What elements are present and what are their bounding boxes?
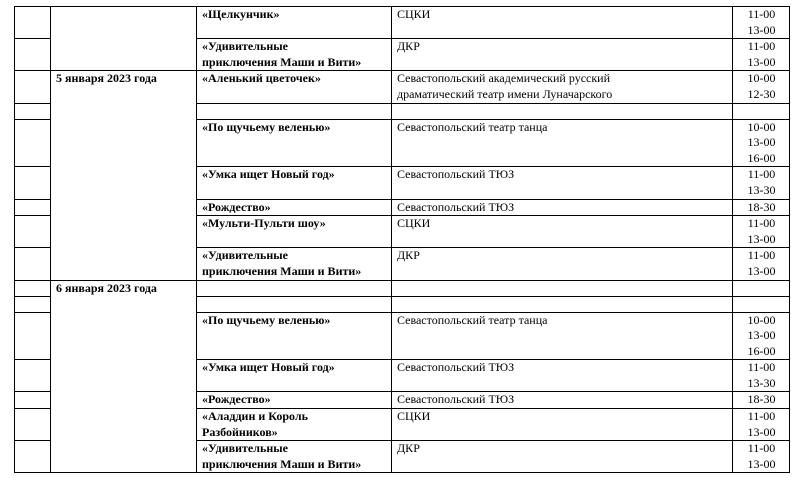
showtime: 13-00	[747, 22, 776, 37]
performance-title-cell	[197, 39, 392, 71]
showtime: 18-30	[747, 392, 776, 407]
venue-cell	[392, 296, 733, 312]
showtime: 11-00	[747, 409, 776, 424]
showtime-cell	[733, 119, 790, 167]
showtime-cell	[733, 360, 790, 392]
performance-title-cell	[197, 296, 392, 312]
showtime: 11-00	[747, 441, 776, 456]
showtime: 11-00	[747, 216, 776, 231]
venue-line: Севастопольский театр танца	[397, 312, 548, 327]
venue-line: Севастопольский ТЮЗ	[397, 360, 515, 375]
venue-cell	[392, 409, 733, 441]
venue-cell	[392, 103, 733, 119]
showtime: 13-30	[747, 182, 776, 197]
showtime: 13-00	[747, 231, 776, 246]
table-row	[15, 7, 790, 39]
number-cell	[15, 216, 51, 248]
venue-cell	[392, 7, 733, 39]
schedule-table	[14, 6, 790, 473]
venue-cell	[392, 392, 733, 409]
number-cell	[15, 119, 51, 167]
showtime-cell	[733, 39, 790, 71]
showtime-cell	[733, 280, 790, 296]
performance-title-line: приключения Маши и Вити»	[202, 456, 362, 471]
performance-title-line: «Умка ищет Новый год»	[202, 360, 335, 375]
showtime: 10-00	[747, 119, 776, 134]
performance-title-cell	[197, 312, 392, 360]
performance-title-line: «Рождество»	[202, 392, 271, 407]
showtime-cell	[733, 392, 790, 409]
date-label: 5 января 2023 года	[56, 71, 157, 86]
venue-cell	[392, 119, 733, 167]
venue-cell	[392, 248, 733, 280]
showtime: 10-00	[747, 71, 776, 86]
number-cell	[15, 167, 51, 199]
showtime: 12-30	[747, 86, 776, 101]
performance-title-cell	[197, 216, 392, 248]
showtime: 11-00	[747, 248, 776, 263]
showtime: 16-00	[747, 343, 776, 358]
showtime: 11-00	[747, 39, 776, 54]
number-cell	[15, 296, 51, 312]
number-cell	[15, 360, 51, 392]
performance-title-cell	[197, 7, 392, 39]
performance-title-line: «Рождество»	[202, 199, 271, 214]
venue-cell	[392, 280, 733, 296]
performance-title-cell	[197, 441, 392, 473]
showtime-cell	[733, 312, 790, 360]
performance-title-line: «Удивительные	[202, 39, 288, 54]
number-cell	[15, 71, 51, 103]
showtime-cell	[733, 216, 790, 248]
showtime-cell	[733, 296, 790, 312]
performance-title-line: «Аленький цветочек»	[202, 71, 321, 86]
number-cell	[15, 409, 51, 441]
venue-cell	[392, 216, 733, 248]
venue-cell	[392, 167, 733, 199]
performance-title-cell	[197, 360, 392, 392]
showtime: 13-00	[747, 263, 776, 278]
showtime-cell	[733, 71, 790, 103]
performance-title-line: «Мульти-Пульти шоу»	[202, 216, 326, 231]
venue-line: ДКР	[397, 248, 420, 263]
showtime-cell	[733, 199, 790, 216]
number-cell	[15, 199, 51, 216]
venue-cell	[392, 360, 733, 392]
performance-title-cell	[197, 280, 392, 296]
showtime: 13-00	[747, 54, 776, 69]
performance-title-line: «По щучьему веленью»	[202, 312, 331, 327]
number-cell	[15, 392, 51, 409]
venue-cell	[392, 199, 733, 216]
venue-cell	[392, 441, 733, 473]
performance-title-cell	[197, 199, 392, 216]
venue-line: Севастопольский ТЮЗ	[397, 167, 515, 182]
venue-line: ДКР	[397, 39, 420, 54]
performance-title-line: «Щелкунчик»	[202, 7, 280, 21]
performance-title-line: «Умка ищет Новый год»	[202, 167, 335, 182]
number-cell	[15, 312, 51, 360]
date-cell	[51, 71, 197, 280]
showtime-cell	[733, 7, 790, 39]
showtime: 13-30	[747, 375, 776, 390]
performance-title-line: приключения Маши и Вити»	[202, 54, 362, 69]
showtime: 11-00	[747, 167, 776, 182]
number-cell	[15, 39, 51, 71]
showtime: 13-00	[747, 424, 776, 439]
performance-title-line: Разбойников»	[202, 424, 278, 439]
table-row	[15, 280, 790, 296]
showtime: 18-30	[747, 199, 776, 214]
venue-line: Севастопольский ТЮЗ	[397, 392, 515, 407]
showtime-cell	[733, 409, 790, 441]
venue-cell	[392, 39, 733, 71]
number-cell	[15, 103, 51, 119]
venue-line: ДКР	[397, 441, 420, 456]
showtime-cell	[733, 248, 790, 280]
number-cell	[15, 248, 51, 280]
showtime: 13-00	[747, 135, 776, 150]
performance-title-cell	[197, 103, 392, 119]
venue-line: драматический театр имени Луначарского	[397, 86, 613, 101]
venue-line: Севастопольский академический русский	[397, 71, 611, 86]
performance-title-line: «Удивительные	[202, 248, 288, 263]
performance-title-cell	[197, 248, 392, 280]
showtime-cell	[733, 103, 790, 119]
performance-title-line: «Аладдин и Король	[202, 409, 308, 424]
number-cell	[15, 441, 51, 473]
showtime: 13-00	[747, 456, 776, 471]
performance-title-line: «По щучьему веленью»	[202, 119, 331, 134]
table-row	[15, 71, 790, 103]
showtime: 11-00	[747, 360, 776, 375]
showtime: 11-00	[747, 7, 776, 21]
schedule-page	[14, 6, 789, 473]
showtime: 16-00	[747, 150, 776, 165]
venue-line: СЦКИ	[397, 7, 431, 21]
number-cell	[15, 7, 51, 39]
date-cell	[51, 280, 197, 473]
showtime-cell	[733, 441, 790, 473]
performance-title-cell	[197, 167, 392, 199]
venue-cell	[392, 312, 733, 360]
venue-line: СЦКИ	[397, 409, 431, 424]
venue-line: Севастопольский театр танца	[397, 119, 548, 134]
venue-cell	[392, 71, 733, 103]
venue-line: СЦКИ	[397, 216, 431, 231]
showtime: 10-00	[747, 312, 776, 327]
performance-title-cell	[197, 392, 392, 409]
performance-title-line: «Удивительные	[202, 441, 288, 456]
number-cell	[15, 280, 51, 296]
performance-title-cell	[197, 119, 392, 167]
showtime: 13-00	[747, 328, 776, 343]
date-cell	[51, 7, 197, 71]
performance-title-cell	[197, 409, 392, 441]
showtime-cell	[733, 167, 790, 199]
performance-title-line: приключения Маши и Вити»	[202, 263, 362, 278]
date-label: 6 января 2023 года	[56, 280, 157, 295]
performance-title-cell	[197, 71, 392, 103]
venue-line: Севастопольский ТЮЗ	[397, 199, 515, 214]
